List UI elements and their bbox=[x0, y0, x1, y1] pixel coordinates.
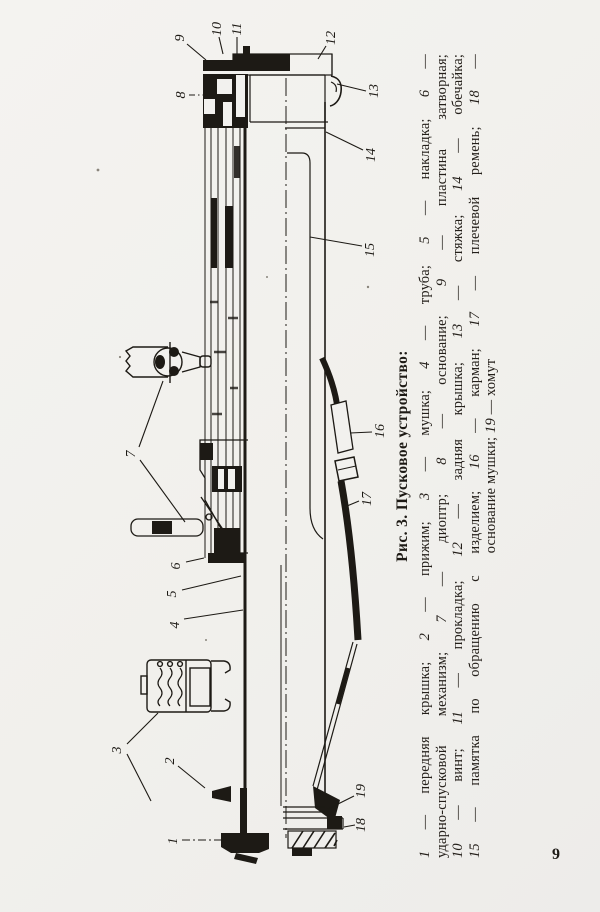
callout-1: 1 bbox=[166, 837, 181, 845]
callout-3: 3 bbox=[110, 746, 125, 754]
trigger-mechanism bbox=[131, 440, 248, 563]
callout-5: 5 bbox=[165, 590, 180, 598]
shoulder-strap bbox=[313, 358, 358, 822]
figure-caption-title: Рис. 3. Пусковое устройство: bbox=[394, 350, 411, 562]
callout-17: 17 bbox=[360, 492, 375, 506]
callout-2: 2 bbox=[163, 757, 178, 765]
diopter-detail-view bbox=[126, 342, 211, 383]
callout-11: 11 bbox=[230, 22, 245, 36]
figure-caption bbox=[394, 54, 500, 858]
legend-line-3: 10 — винт; 11 — прокладка; 12 — задняя крышка; 13 — стяжка; 14 — обечайка; bbox=[450, 53, 467, 858]
legend-line-4: 15 — памятка по обращению с изделием; 16 — карман; 17 — плечевой ремень; 18 — bbox=[466, 53, 483, 858]
page-number: 9 bbox=[552, 846, 560, 863]
callout-10: 10 bbox=[210, 22, 225, 36]
legend-line-1: 1 — передняя крышка; 2 — прижим; 3 — мушка; 4 — труба; 5 — накладка; 6 — bbox=[417, 53, 433, 858]
callout-12: 12 bbox=[324, 31, 339, 45]
callout-18: 18 bbox=[354, 818, 369, 832]
sight-rail bbox=[205, 128, 240, 558]
callout-8: 8 bbox=[174, 91, 189, 99]
front-sight-detail-view bbox=[141, 660, 230, 712]
callout-7: 7 bbox=[124, 450, 139, 458]
callout-15: 15 bbox=[363, 243, 378, 257]
legend-line-5: основание мушки; 19 — хомут bbox=[483, 358, 500, 554]
callout-6: 6 bbox=[169, 562, 184, 570]
callout-9: 9 bbox=[173, 34, 188, 42]
callout-16: 16 bbox=[373, 424, 388, 438]
figure-legend bbox=[417, 54, 500, 858]
callout-14: 14 bbox=[364, 148, 379, 162]
callout-19: 19 bbox=[354, 784, 369, 798]
legend-line-2: ударно-спусковой механизм; 7 — диоптр; 8 — основание; 9 — пластина затворная; bbox=[433, 54, 450, 858]
tube-body bbox=[245, 78, 325, 845]
callout-13: 13 bbox=[367, 84, 382, 98]
breech-assembly bbox=[203, 46, 341, 128]
callout-4: 4 bbox=[168, 621, 183, 629]
